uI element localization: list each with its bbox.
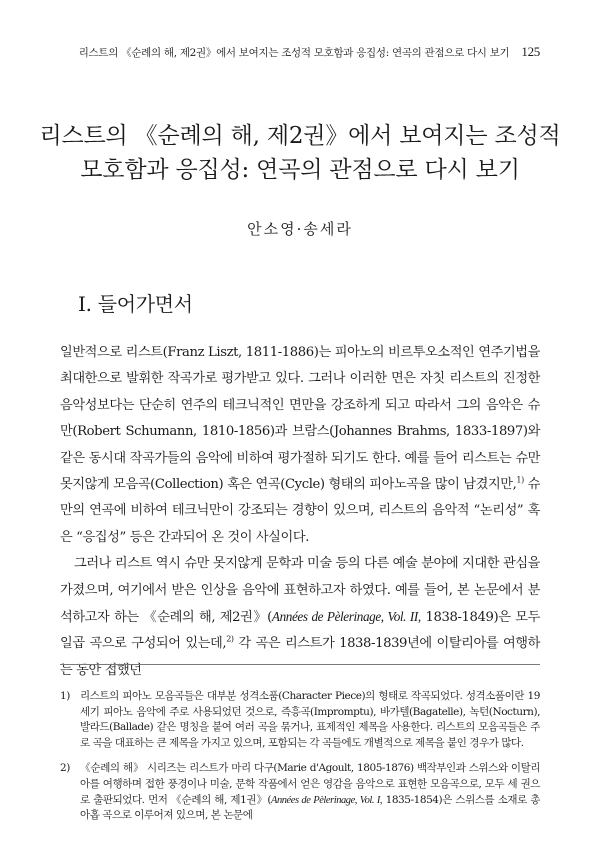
paper-title-line-2: 모호함과 응집성: 연곡의 관점으로 다시 보기 — [80, 157, 520, 183]
work-title-italic: Années de Pèlerinage, Vol. II, — [271, 609, 421, 625]
footnote-2-end: 1835-1854)은 스위스를 소재로 총 아홉 곡으로 이루어져 있으며, 본 논문에 — [80, 793, 540, 822]
paragraph-1-end: 슈만의 연곡에 비하여 테크닉만이 강조되는 경향이 있으며, 리스트의 음악적 “논리성” 혹은 “응집성” 등은 간과되어 온 것이 사실이다. — [60, 477, 540, 545]
footnote-text — [80, 761, 540, 823]
paragraph-2-start: 그러나 리스트 역시 슈만 못지않게 문학과 미술 등의 다른 예술 분야에 지대한 관심을 가졌으며, 여기에서 받은 인상을 음악에 표현하고자 하였다. 예를 들어, 본 논문에서 분석하고자 하는 《순례의 해, 제2권》( — [60, 556, 540, 626]
paragraph-1-text: 일반적으로 리스트(Franz Liszt, 1811-1886)는 피아노의 비르투오소적인 연주기법을 최대한으로 발휘한 작곡가로 평가받고 있다. 그러나 이러한 면은 자칫 리스트의 진정한 음악성보다는 단순히 연주의 테크닉적인 면만을 강조하게 되고 따라서 그의 음악은 슈만(Robert Schumann, 1810-1856)과 브람스(Johannes Brahms, 1833-1897)와 같은 동시대 작곡가들의 음악에 비하여 평가절하 되기도 한다. 예를 들어 리스트는 슈만 못지않게 모음곡(Collection) 혹은 연곡(Cycle) 형태의 피아노곡을 많이 남겼지만, — [60, 345, 540, 493]
running-head-title: 리스트의 《순례의 해, 제2권》에서 보여지는 조성적 모호함과 응집성: 연곡의 관점으로 다시 보기 — [78, 47, 510, 59]
paragraph-2-mid: 1838-1849)은 모두 일곱 곡으로 구성되어 있는데, — [60, 610, 540, 652]
footnote-2-italic: Années de Pèlerinage, Vol. I, — [270, 794, 383, 806]
running-head — [60, 44, 540, 60]
footnote-number: 1) — [60, 690, 70, 702]
footnote-2-start: 《순례의 해》 시리즈는 리스트가 마리 다구(Marie d'Agoult, 1805-1876) 백작부인과 스위스와 이탈리아를 여행하며 접한 풍경이나 미술, 문학 작품에서 얻은 영감을 음악으로 표현한 모음곡으로, 모두 세 권으로 출판되었다. 먼저 《순례의 해, 제1권》( — [80, 762, 540, 806]
section-heading: I. 들어가면서 — [78, 292, 193, 316]
footnote-1 — [60, 689, 540, 751]
footnote-ref-2: 2) — [226, 635, 234, 645]
body-text — [60, 340, 540, 684]
footnote-divider — [60, 664, 540, 665]
footnote-text: 리스트의 피아노 모음곡들은 대부분 성격소품(Character Piece)의 형태로 작곡되었다. 성격소품이란 19세기 피아노 음악에 주로 사용되었던 것으로, 즉흥곡(Impromptu), 바가텔(Bagatelle), 녹턴(Nocturn), 발라드(Ballade) 같은 명칭을 붙여 여러 곡을 묶거나, 표제적인 제목을 사용한다. 리스트의 모음곡들은 주로 곡을 대표하는 큰 제목을 가지고 있으며, 포함되는 각 곡들에도 개별적으로 제목을 붙인 경우가 많다. — [80, 690, 540, 749]
paragraph-1 — [60, 340, 540, 551]
paper-title — [0, 119, 600, 187]
footnotes — [60, 689, 540, 834]
footnote-ref-1: 1) — [516, 475, 524, 485]
page-number: 125 — [521, 44, 540, 59]
footnote-number: 2) — [60, 762, 70, 775]
footnote-2 — [60, 761, 540, 823]
paper-title-line-1: 리스트의 《순례의 해, 제2권》에서 보여지는 조성적 — [39, 123, 561, 149]
authors: 안소영·송세라 — [247, 220, 353, 238]
paragraph-2-end: 각 곡은 리스트가 1838-1839년에 이탈리아를 여행하는 동안 접했던 — [60, 636, 540, 678]
